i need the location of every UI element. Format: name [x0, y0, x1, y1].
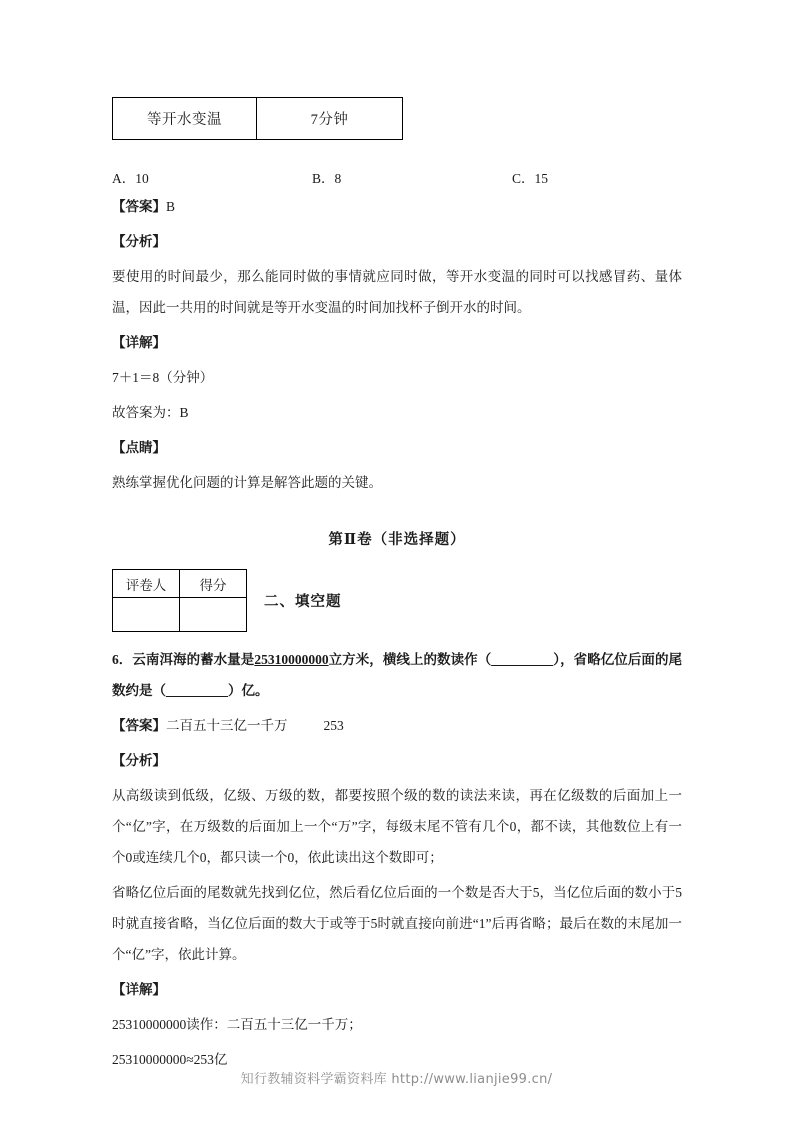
- question6-part3: ），省略亿位后面的尾数约是（: [112, 652, 683, 698]
- task-activity-cell: 等开水变温: [113, 98, 257, 140]
- page-content: [112, 0, 682, 1075]
- question6-blank2[interactable]: ________: [166, 683, 228, 698]
- score-header-points: 得分: [180, 570, 247, 598]
- option-b: B．8: [312, 171, 342, 186]
- question5-answer-line: [112, 191, 682, 222]
- detail-tag: 【详解】: [112, 982, 166, 997]
- question6-detail-tag-line: [112, 974, 682, 1005]
- score-section: [112, 569, 682, 632]
- detail-tag: 【详解】: [112, 335, 166, 350]
- question6-analysis-para2: 省略亿位后面的尾数就先找到亿位，然后看亿位后面的一个数是否大于5，当亿位后面的数小于5时就直接省略，当亿位后面的数大于或等于5时就直接向前进“1”后再省略；最后在数的末尾加一个“亿”字，依此计算。: [112, 885, 682, 962]
- task-duration-table: [112, 97, 403, 140]
- analysis-tag: 【分析】: [112, 753, 166, 768]
- score-cell-points[interactable]: [180, 598, 247, 632]
- highlight-tag: 【点睛】: [112, 440, 166, 455]
- answer-value-2: 253: [323, 718, 344, 733]
- volume2-heading: 第Ⅱ卷（非选择题）: [328, 532, 466, 548]
- question6-analysis-tag-line: [112, 745, 682, 776]
- question6-text: [112, 644, 682, 706]
- question6-number: 6．: [112, 652, 133, 667]
- answer-value: B: [166, 199, 176, 214]
- question6-part4: ）亿。: [228, 683, 269, 698]
- question6-blank1[interactable]: ________: [491, 652, 554, 667]
- question5-detail-line1: 7＋1＝8（分钟）: [112, 370, 214, 385]
- answer-tag: 【答案】: [112, 199, 166, 214]
- score-cell-grader[interactable]: [113, 598, 180, 632]
- score-header-grader: 评卷人: [113, 570, 180, 598]
- option-a: A．10: [112, 171, 149, 186]
- footer-watermark: 知行教辅资料学霸资料库 http://www.lianjie99.cn/: [240, 1072, 553, 1087]
- question6-detail-line2: 25310000000≈253亿: [112, 1052, 228, 1067]
- question5-highlight-tag-line: [112, 432, 682, 463]
- task-duration-cell: 7分钟: [257, 98, 403, 140]
- table-row: [113, 570, 247, 598]
- question6-detail-line1: 25310000000读作：二百五十三亿一千万；: [112, 1017, 362, 1032]
- answer-value-1: 二百五十三亿一千万: [166, 718, 288, 733]
- analysis-tag: 【分析】: [112, 234, 166, 249]
- table-row: [113, 598, 247, 632]
- score-table: [112, 569, 247, 632]
- question6-part1: 云南洱海的蓄水量是: [132, 652, 255, 667]
- option-c: C．15: [512, 171, 549, 186]
- answer-tag: 【答案】: [112, 718, 166, 733]
- question5-analysis-tag-line: [112, 226, 682, 257]
- question5-analysis-text: 要使用的时间最少，那么能同时做的事情就应同时做，等开水变温的同时可以找感冒药、量体温，因此一共用的时间就是等开水变温的时间加找杯子倒开水的时间。: [112, 269, 682, 315]
- question5-highlight-text: 熟练掌握优化问题的计算是解答此题的关键。: [112, 475, 382, 490]
- question6-underlined-number: 25310000000: [254, 652, 329, 667]
- question6-answer-line: [112, 710, 682, 741]
- table-row: [113, 98, 403, 140]
- question5-options: [112, 167, 682, 187]
- question5-detail-tag-line: [112, 327, 682, 358]
- question6-analysis-para1: 从高级读到低级，亿级、万级的数，都要按照个级的数的读法来读，再在亿级数的后面加上一个“亿”字，在万级数的后面加上一个“万”字，每级末尾不管有几个0，都不读，其他数位上有一个0或连续几个0，都只读一个0，依此读出这个数即可；: [112, 788, 682, 865]
- question5-detail-line2: 故答案为：B: [112, 405, 189, 420]
- section2-title: 二、填空题: [264, 594, 342, 610]
- question6-part2: 立方米，横线上的数读作（: [328, 652, 492, 667]
